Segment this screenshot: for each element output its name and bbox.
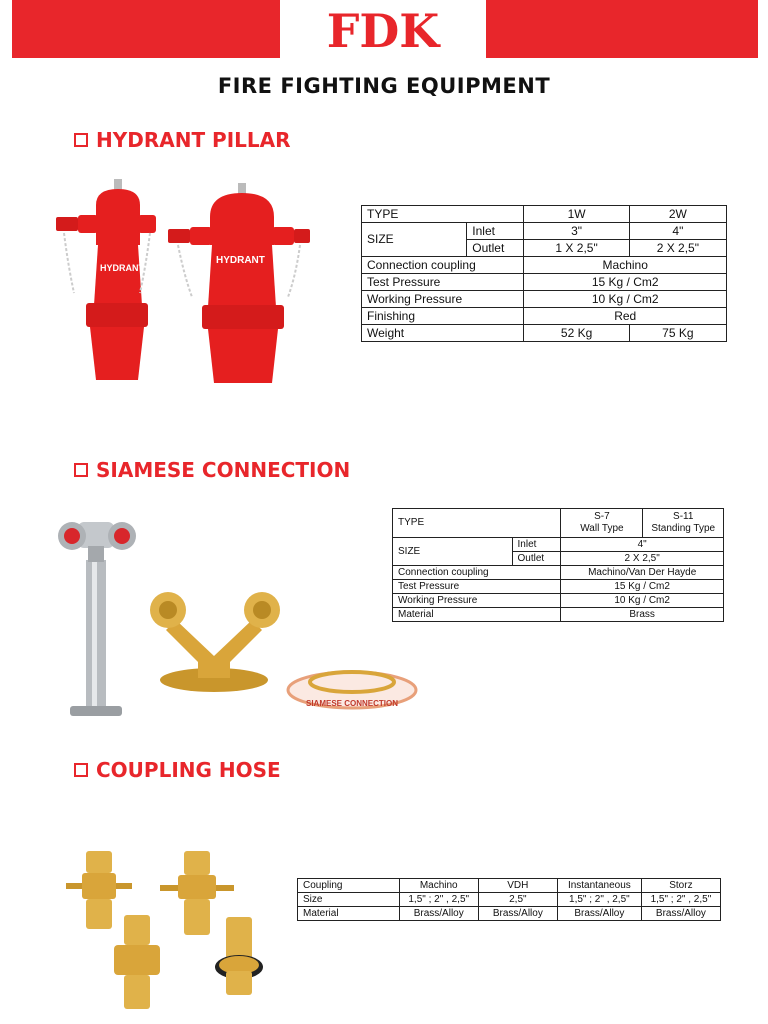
type-label: TYPE bbox=[362, 206, 524, 223]
hydrant-pillar-image bbox=[50, 175, 320, 390]
type-sub: Wall Type bbox=[580, 523, 624, 534]
header-bar-left bbox=[12, 0, 280, 58]
finishing-label: Finishing bbox=[362, 308, 524, 325]
outlet-label: Outlet bbox=[467, 240, 524, 257]
material-machino: Brass/Alloy bbox=[399, 907, 478, 921]
table-row bbox=[362, 223, 727, 240]
inlet-1w: 3" bbox=[524, 223, 629, 240]
outlet-value: 2 X 2,5" bbox=[561, 552, 724, 566]
type-2w: 2W bbox=[629, 206, 726, 223]
type-label: TYPE bbox=[393, 509, 561, 538]
coupling-hose-image bbox=[60, 845, 280, 1015]
weight-label: Weight bbox=[362, 325, 524, 342]
material-vdh: Brass/Alloy bbox=[478, 907, 557, 921]
svg-text:HYDRANT: HYDRANT bbox=[216, 255, 265, 266]
table-row bbox=[393, 594, 724, 608]
test-pressure-value: 15 Kg / Cm2 bbox=[561, 580, 724, 594]
siamese-connection-image bbox=[56, 510, 426, 730]
working-pressure-value: 10 Kg / Cm2 bbox=[561, 594, 724, 608]
table-row bbox=[298, 907, 721, 921]
table-row bbox=[362, 291, 727, 308]
header-bar-right bbox=[486, 0, 758, 58]
siamese-spec-table bbox=[392, 508, 724, 622]
weight-2w: 75 Kg bbox=[629, 325, 726, 342]
type-1w: 1W bbox=[524, 206, 629, 223]
weight-1w: 52 Kg bbox=[524, 325, 629, 342]
connection-value: Machino/Van Der Hayde bbox=[561, 566, 724, 580]
svg-text:SIAMESE CONNECTION: SIAMESE CONNECTION bbox=[306, 699, 399, 708]
type-s11 bbox=[643, 509, 724, 538]
working-pressure-label: Working Pressure bbox=[393, 594, 561, 608]
svg-text:HYDRANT: HYDRANT bbox=[100, 263, 144, 273]
outlet-2w: 2 X 2,5" bbox=[629, 240, 726, 257]
size-vdh: 2,5" bbox=[478, 893, 557, 907]
material-storz: Brass/Alloy bbox=[641, 907, 720, 921]
coupling-spec-table bbox=[297, 878, 721, 921]
type-sub: Standing Type bbox=[651, 523, 716, 534]
table-row bbox=[298, 893, 721, 907]
table-row bbox=[393, 509, 724, 538]
machino-header: Machino bbox=[399, 879, 478, 893]
inlet-label: Inlet bbox=[467, 223, 524, 240]
inlet-2w: 4" bbox=[629, 223, 726, 240]
outlet-1w: 1 X 2,5" bbox=[524, 240, 629, 257]
brand-logo: FDK bbox=[326, 4, 440, 58]
material-value: Brass bbox=[561, 608, 724, 622]
wall-siamese bbox=[150, 592, 280, 692]
table-row bbox=[393, 538, 724, 552]
connection-value: Machino bbox=[524, 257, 727, 274]
connection-ring bbox=[288, 672, 416, 708]
standing-siamese bbox=[58, 522, 136, 716]
size-machino: 1,5" ; 2" , 2,5" bbox=[399, 893, 478, 907]
working-pressure-label: Working Pressure bbox=[362, 291, 524, 308]
instantaneous-header: Instantaneous bbox=[557, 879, 641, 893]
section-coupling-hose bbox=[74, 758, 281, 782]
hydrant-spec-table bbox=[361, 205, 727, 342]
table-row bbox=[362, 308, 727, 325]
type-code: S-7 bbox=[594, 511, 610, 522]
material-label: Material bbox=[298, 907, 400, 921]
finishing-value: Red bbox=[524, 308, 727, 325]
table-row bbox=[393, 608, 724, 622]
page-title: FIRE FIGHTING EQUIPMENT bbox=[217, 74, 551, 98]
outlet-label: Outlet bbox=[512, 552, 561, 566]
section-hydrant-pillar bbox=[74, 128, 291, 152]
size-label: SIZE bbox=[393, 538, 513, 566]
size-label: SIZE bbox=[362, 223, 467, 257]
table-row bbox=[362, 206, 727, 223]
size-storz: 1,5" ; 2" , 2,5" bbox=[641, 893, 720, 907]
checkbox-icon bbox=[74, 133, 88, 147]
inlet-label: Inlet bbox=[512, 538, 561, 552]
section-title: HYDRANT PILLAR bbox=[96, 128, 291, 152]
coupling-storz bbox=[215, 917, 263, 995]
vdh-header: VDH bbox=[478, 879, 557, 893]
table-row bbox=[362, 325, 727, 342]
size-instantaneous: 1,5" ; 2" , 2,5" bbox=[557, 893, 641, 907]
checkbox-icon bbox=[74, 763, 88, 777]
checkbox-icon bbox=[74, 463, 88, 477]
hydrant-2w bbox=[168, 183, 310, 383]
type-s7 bbox=[561, 509, 643, 538]
coupling-machino bbox=[66, 851, 132, 929]
table-row bbox=[362, 257, 727, 274]
table-row bbox=[362, 274, 727, 291]
table-row bbox=[298, 879, 721, 893]
inlet-value: 4" bbox=[561, 538, 724, 552]
working-pressure-value: 10 Kg / Cm2 bbox=[524, 291, 727, 308]
test-pressure-value: 15 Kg / Cm2 bbox=[524, 274, 727, 291]
connection-label: Connection coupling bbox=[362, 257, 524, 274]
section-siamese-connection bbox=[74, 458, 350, 482]
section-title: COUPLING HOSE bbox=[96, 758, 281, 782]
test-pressure-label: Test Pressure bbox=[362, 274, 524, 291]
coupling-header: Coupling bbox=[298, 879, 400, 893]
storz-header: Storz bbox=[641, 879, 720, 893]
coupling-instantaneous bbox=[114, 915, 160, 1009]
section-title: SIAMESE CONNECTION bbox=[96, 458, 351, 482]
hydrant-1w bbox=[56, 179, 156, 380]
table-row bbox=[393, 580, 724, 594]
type-code: S-11 bbox=[673, 511, 694, 522]
coupling-vdh bbox=[160, 851, 234, 935]
test-pressure-label: Test Pressure bbox=[393, 580, 561, 594]
size-label: Size bbox=[298, 893, 400, 907]
connection-label: Connection coupling bbox=[393, 566, 561, 580]
material-label: Material bbox=[393, 608, 561, 622]
material-instantaneous: Brass/Alloy bbox=[557, 907, 641, 921]
table-row bbox=[393, 566, 724, 580]
